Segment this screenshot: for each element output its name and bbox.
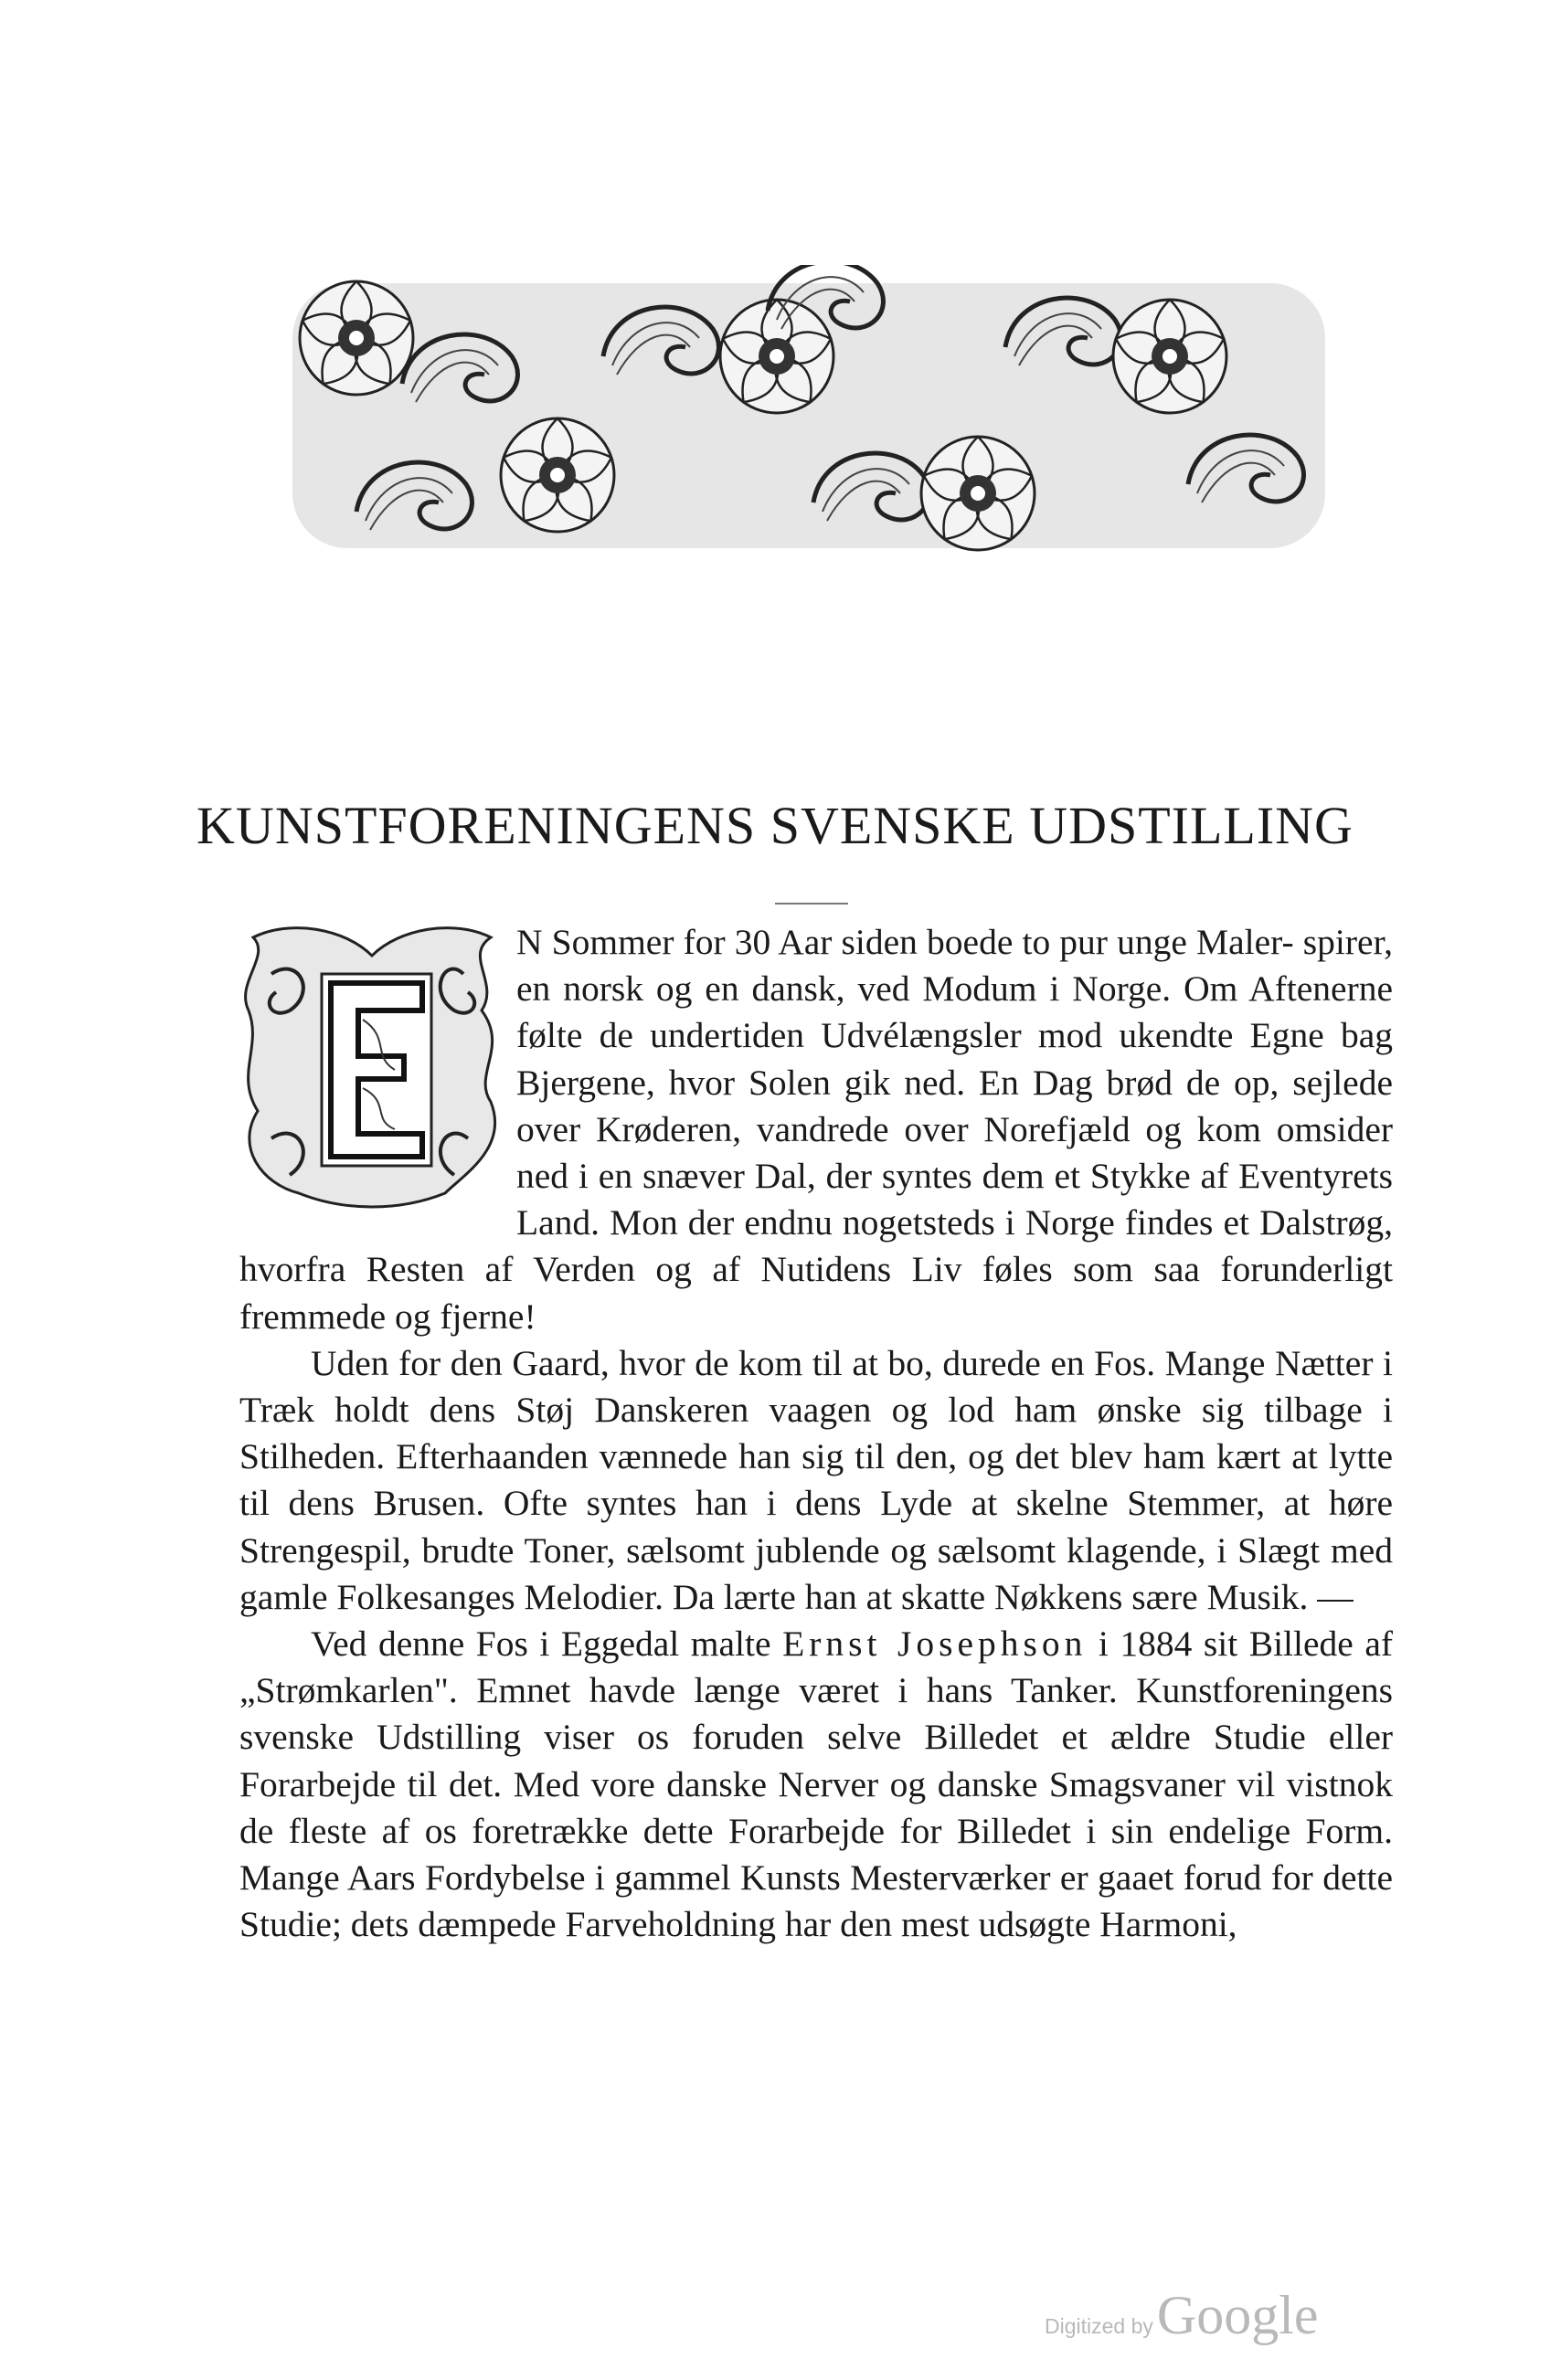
- paragraph-line: til den, og det blev ham kært at lytte til dens Brusen. Ofte: [239, 1436, 1393, 1524]
- paragraph-line: En Dag brød de op, sejlede over Krøderen, vandrede: [516, 1062, 1393, 1149]
- paragraph-line: over Norefjæld og kom omsider ned i en snæver: [516, 1108, 1394, 1197]
- paragraph-line: endnu nogetsteds i Norge findes et Dalstrøg, hvorfra Resten af: [239, 1202, 1393, 1290]
- article-title: KUNSTFORENINGENS SVENSKE UDSTILLING: [196, 796, 1354, 855]
- title-rule: [775, 903, 848, 904]
- paragraph-line: Studie; dets dæmpede Farveholdning har den mest udsøgte Harmoni,: [239, 1904, 1237, 1945]
- paragraph-line: Mange Nætter i Træk holdt dens Støj Danskeren vaagen og lod: [239, 1342, 1394, 1431]
- paragraph-2: [239, 1340, 1393, 1621]
- artist-name: Ernst Josephson: [782, 1624, 1088, 1665]
- paragraph-line: dette Forarbejde for Billedet i sin endelige Form. Mange Aars: [239, 1810, 1393, 1899]
- watermark-prefix: Digitized by: [1045, 2314, 1153, 2338]
- paragraph-line: Billedet et ældre Studie eller Forarbejde til det. Med vore danske: [239, 1717, 1394, 1804]
- paragraph-1: [239, 919, 1393, 1340]
- paragraph-line: Verden og af Nutidens Liv føles som saa forunderligt fremmede: [239, 1249, 1394, 1337]
- ornamental-dropcap-e: [235, 919, 509, 1215]
- floral-ornament-banner: [283, 265, 1334, 566]
- article-body: [239, 919, 1393, 1948]
- paragraph-line: gamle Folkesanges Melodier. Da lærte han at skatte Nøkkens sære: [239, 1576, 1198, 1617]
- paragraph-line: Dal, der syntes dem et Stykke af Eventyrets Land. Mon der: [516, 1156, 1394, 1243]
- paragraph-line: og fjerne!: [394, 1296, 536, 1337]
- google-logo: Google: [1156, 2285, 1319, 2345]
- paragraph-line: Om Aftenerne følte de undertiden Udvélængsler mod: [516, 968, 1394, 1056]
- paragraph-line: ukendte Egne bag Bjergene, hvor Solen gik ned.: [516, 1015, 1394, 1103]
- paragraph-line: syntes han i dens Lyde at skelne Stemmer, at høre Strengespil,: [239, 1483, 1394, 1571]
- paragraph-line: i 1884: [1098, 1624, 1193, 1665]
- paragraph-3: [239, 1621, 1393, 1948]
- paragraph-line: Musik. —: [1206, 1576, 1354, 1617]
- paragraph-line: Tanker. Kunstforeningens svenske Udstilling viser os foruden selve: [239, 1670, 1393, 1758]
- paragraph-line: spirer, en norsk og en dansk, ved Modum i Norge.: [516, 922, 1394, 1010]
- paragraph-line: Fordybelse i gammel Kunsts Mesterværker er gaaet forud for dette: [424, 1857, 1394, 1899]
- digitized-by-google-watermark: [1045, 2284, 1319, 2348]
- paragraph-line: Ved denne Fos i Eggedal malte: [311, 1624, 771, 1665]
- paragraph-line: brudte Toner, sælsomt jublende og sælsomt klagende, i Slægt med: [421, 1529, 1393, 1571]
- paragraph-line: ham ønske sig tilbage i Stilheden. Efterhaanden vænnede han sig: [239, 1390, 1394, 1477]
- paragraph-line: Uden for den Gaard, hvor de kom til at bo, durede en Fos.: [311, 1342, 1156, 1383]
- paragraph-line: N Sommer for 30 Aar siden boede to pur unge Maler-: [516, 922, 1294, 962]
- paragraph-line: Nerver og danske Smagsvaner vil vistnok de fleste af os foretrække: [239, 1763, 1393, 1851]
- paragraph-line: sit Billede af „Strømkarlen". Emnet havde længe været i hans: [239, 1624, 1394, 1711]
